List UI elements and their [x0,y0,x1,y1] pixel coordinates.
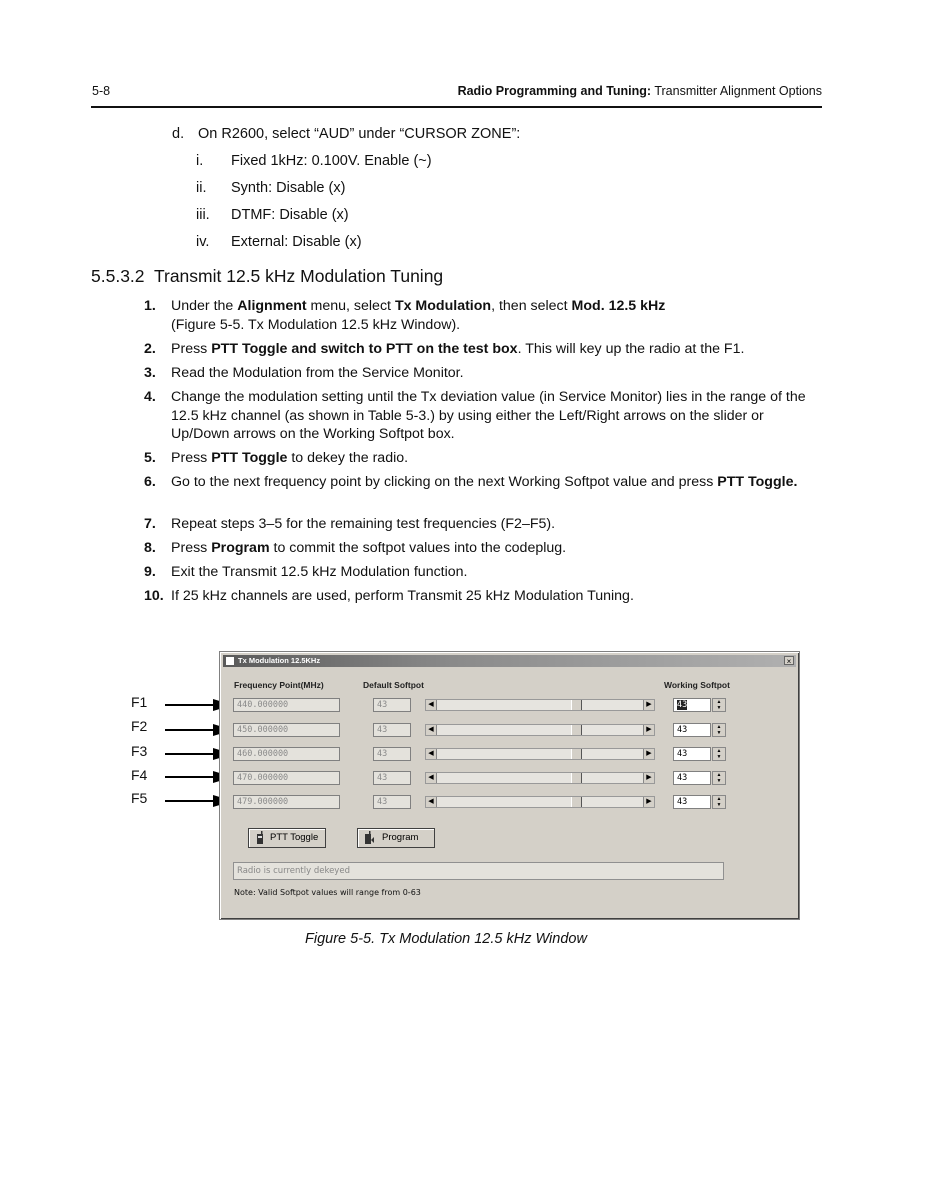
working-softpot-value: 43 [677,725,688,735]
step-text [171,340,821,359]
step-number: 1. [144,298,156,314]
default-softpot-field: 43 [373,723,411,737]
slider-left-arrow-icon[interactable]: ◀ [426,725,437,735]
frequency-field: 479.000000 [233,795,340,809]
step-text-part: menu, select [306,298,395,314]
softpot-spinner[interactable] [712,795,726,809]
step-text-part: Press [171,540,212,556]
ptt-toggle-label: PTT Toggle [270,832,319,843]
substep-text: On R2600, select “AUD” under “CURSOR ZONE”: [198,126,521,142]
slider-left-arrow-icon[interactable]: ◀ [426,797,437,807]
step-number: 7. [144,516,156,532]
f-label: F2 [131,718,148,734]
running-header [458,84,822,98]
step-text [171,563,821,582]
substep-item-text: Synth: Disable (x) [231,180,346,196]
working-softpot-value: 43 [677,700,688,710]
step-text [171,449,821,468]
step-text-part: Tx Modulation [394,298,492,314]
substep-item-num: ii. [196,180,207,196]
step-text-part: If 25 kHz channels are used, perform Transmit 25 kHz Modulation Tuning. [171,588,634,604]
step-text-part: PTT Toggle and switch to PTT on the test box [211,341,518,357]
slider-left-arrow-icon[interactable]: ◀ [426,749,437,759]
slider-thumb[interactable] [571,700,582,710]
working-softpot-input[interactable] [673,723,711,737]
dialog-titlebar [223,655,796,667]
col-header-default: Default Softpot [363,680,424,690]
softpot-slider[interactable] [425,748,655,760]
softpot-slider[interactable] [425,699,655,711]
step-text-part: Exit the Transmit 12.5 kHz Modulation function. [171,564,468,580]
step-text-part: Press [171,341,212,357]
slider-thumb[interactable] [571,749,582,759]
working-softpot-input[interactable] [673,771,711,785]
step-text-part: , then select [491,298,572,314]
program-label: Program [382,832,419,843]
section-title: Transmit 12.5 kHz Modulation Tuning [153,266,444,286]
program-button[interactable] [357,828,435,848]
step-number: 9. [144,564,156,580]
step-number: 10. [144,588,164,604]
working-softpot-input[interactable] [673,747,711,761]
figure-caption: Figure 5-5. Tx Modulation 12.5 kHz Window [305,931,587,947]
default-softpot-field: 43 [373,771,411,785]
step-text [171,388,821,444]
step-text-part: (Figure 5-5. Tx Modulation 12.5 kHz Window). [171,316,461,333]
step-number: 5. [144,450,156,466]
f-label: F4 [131,767,148,783]
f-label: F3 [131,743,148,759]
softpot-slider[interactable] [425,724,655,736]
page-number: 5-8 [92,84,111,98]
slider-left-arrow-icon[interactable]: ◀ [426,700,437,710]
running-header-section: Radio Programming and Tuning: [457,84,652,98]
step-number: 2. [144,341,156,357]
close-button[interactable]: × [784,656,794,665]
softpot-slider[interactable] [425,796,655,808]
radio-icon [255,831,265,845]
step-text-part: to commit the softpot values into the codeplug. [269,540,567,556]
substep-item-text: External: Disable (x) [231,234,362,250]
substep-item-text: DTMF: Disable (x) [231,207,349,223]
softpot-spinner[interactable] [712,723,726,737]
working-softpot-input[interactable] [673,795,711,809]
frequency-field: 440.000000 [233,698,340,712]
spin-up-icon[interactable]: ▲ [716,699,722,705]
step-text-part: Under the [171,298,238,314]
step-text-part: Change the modulation setting until the Tx deviation value (in Service Monitor) lies in the range of the 12.5 kHz channel (as shown in Table 5-3.) by using either the Left/Right arrows on the slider or Up/Down arrows on the Working Softpot box. [171,389,806,442]
step-text [171,587,821,606]
slider-right-arrow-icon[interactable]: ▶ [643,797,654,807]
running-header-title: Transmitter Alignment Options [654,84,822,98]
frequency-field: 450.000000 [233,723,340,737]
status-field: Radio is currently dekeyed [233,862,724,880]
spin-down-icon[interactable]: ▼ [716,705,722,711]
step-text-part: PTT Toggle [211,450,288,466]
step-text-part: Repeat steps 3–5 for the remaining test frequencies (F2–F5). [171,516,556,532]
softpot-spinner[interactable] [712,747,726,761]
dialog-title: Tx Modulation 12.5KHz [238,656,321,665]
slider-left-arrow-icon[interactable]: ◀ [426,773,437,783]
step-text-part: . This will key up the radio at the F1. [517,341,745,357]
step-text-part: Go to the next frequency point by clicking on the next Working Softpot value and press [171,474,718,490]
working-softpot-value: 43 [677,773,688,783]
substep-item-num: iii. [196,207,210,223]
step-text-part: to dekey the radio. [287,450,409,466]
f-label: F1 [131,694,148,710]
window-icon [226,657,234,665]
softpot-spinner[interactable] [712,698,726,712]
step-text-part: Mod. 12.5 kHz [571,298,666,314]
spin-up-icon[interactable]: ▲ [716,724,722,730]
f-label: F5 [131,790,148,806]
default-softpot-field: 43 [373,698,411,712]
section-heading [91,266,443,287]
spin-up-icon[interactable]: ▲ [716,772,722,778]
working-softpot-input[interactable] [673,698,711,712]
slider-right-arrow-icon[interactable]: ▶ [643,749,654,759]
substep-item-num: iv. [196,234,210,250]
frequency-field: 470.000000 [233,771,340,785]
step-number: 6. [144,474,156,490]
col-header-working: Working Softpot [664,680,730,690]
softpot-spinner[interactable] [712,771,726,785]
ptt-toggle-button[interactable] [248,828,326,848]
slider-thumb[interactable] [571,797,582,807]
default-softpot-field: 43 [373,795,411,809]
step-text [171,364,821,383]
softpot-slider[interactable] [425,772,655,784]
step-text-part: Press [171,450,212,466]
spin-down-icon[interactable]: ▼ [716,754,722,760]
section-number: 5.5.3.2 [91,266,145,286]
spin-up-icon[interactable]: ▲ [716,796,722,802]
default-softpot-field: 43 [373,747,411,761]
step-number: 4. [144,389,156,405]
spin-down-icon[interactable]: ▼ [716,730,722,736]
step-text [171,297,821,334]
substep-item-num: i. [196,153,204,169]
step-text-part: Alignment [237,298,307,314]
spin-down-icon[interactable]: ▼ [716,802,722,808]
working-softpot-value: 43 [677,749,688,759]
slider-right-arrow-icon[interactable]: ▶ [643,773,654,783]
spin-up-icon[interactable]: ▲ [716,748,722,754]
tx-modulation-dialog [219,651,800,920]
spin-down-icon[interactable]: ▼ [716,778,722,784]
step-number: 8. [144,540,156,556]
substep-letter: d. [172,126,185,142]
step-text [171,515,821,534]
step-text [171,539,821,558]
working-softpot-value: 43 [677,797,688,807]
step-text-part: PTT Toggle. [717,474,798,490]
slider-right-arrow-icon[interactable]: ▶ [643,725,654,735]
slider-right-arrow-icon[interactable]: ▶ [643,700,654,710]
step-number: 3. [144,365,156,381]
step-text-part: Read the Modulation from the Service Monitor. [171,365,464,381]
radio-program-icon [364,831,374,845]
substep-item-text: Fixed 1kHz: 0.100V. Enable (~) [231,153,432,169]
col-header-frequency: Frequency Point(MHz) [234,680,324,690]
step-text-part: Program [211,540,270,556]
header-rule [91,106,822,108]
step-text [171,473,821,492]
slider-thumb[interactable] [571,773,582,783]
frequency-field: 460.000000 [233,747,340,761]
softpot-note: Note: Valid Softpot values will range from 0-63 [234,888,421,897]
slider-thumb[interactable] [571,725,582,735]
